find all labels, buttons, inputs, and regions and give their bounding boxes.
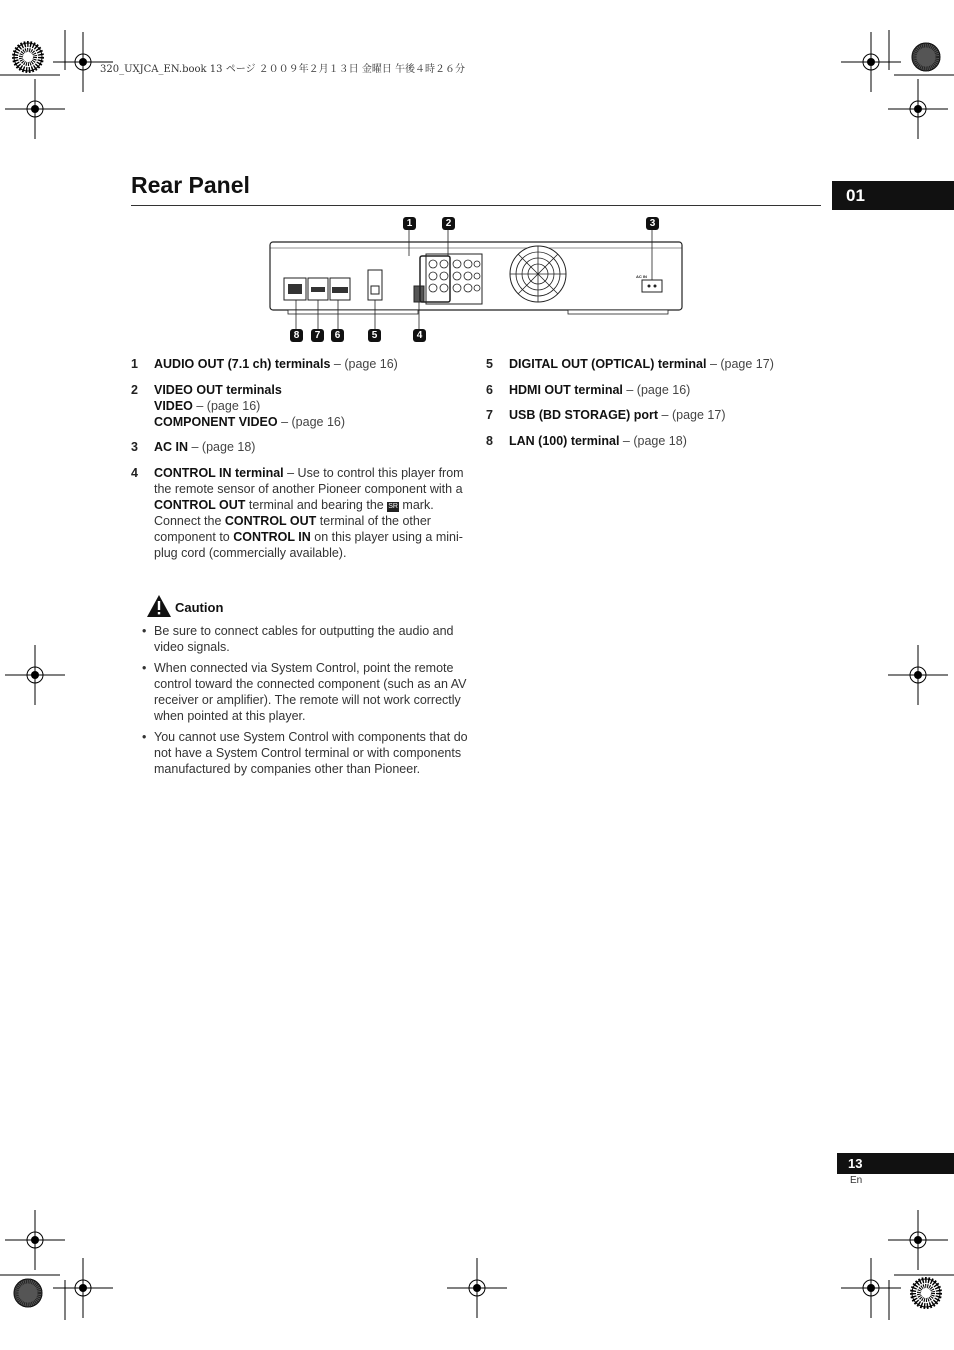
rear-panel-illustration bbox=[268, 216, 688, 344]
item-audio-out: 1 AUDIO OUT (7.1 ch) terminals – (page 16) bbox=[131, 357, 398, 371]
item-usb-port: 7 USB (BD STORAGE) port – (page 17) bbox=[486, 408, 726, 422]
callout-1: 1 bbox=[403, 217, 416, 230]
callout-2: 2 bbox=[442, 217, 455, 230]
caution-bullet: • You cannot use System Control with components that do not have a System Control terminal or with components manufactured by companies other than Pioneer. bbox=[142, 730, 468, 776]
item-control-in: 4 CONTROL IN terminal – Use to control this player from the remote sensor of another Pioneer component with a CONTROL OUT terminal and bearing the SR mark. Connect the CONTROL OUT terminal of the other component to CONTROL IN on this player using a mini-plug cord (commercially available). bbox=[131, 466, 464, 560]
item-video-out: 2 VIDEO OUT terminals VIDEO – (page 16) COMPONENT VIDEO – (page 16) bbox=[131, 383, 346, 429]
callout-6: 6 bbox=[331, 329, 344, 342]
callout-4: 4 bbox=[413, 329, 426, 342]
caution-label: Caution bbox=[175, 600, 224, 615]
callout-3: 3 bbox=[646, 217, 659, 230]
sr-icon: SR bbox=[388, 503, 398, 510]
item-lan-terminal: 8 LAN (100) terminal – (page 18) bbox=[486, 434, 687, 448]
page-title: Rear Panel bbox=[131, 172, 250, 198]
callout-8: 8 bbox=[290, 329, 303, 342]
print-header: 320_UXJCA_EN.book 13 ページ ２００９年２月１３日 金曜日 午後４時２６分 bbox=[100, 64, 466, 75]
caution-bullet: • Be sure to connect cables for outputting the audio and video signals. bbox=[142, 624, 454, 654]
callout-5: 5 bbox=[368, 329, 381, 342]
caution-icon bbox=[146, 594, 172, 618]
item-digital-out: 5 DIGITAL OUT (OPTICAL) terminal – (page 17) bbox=[486, 357, 774, 371]
language-label: En bbox=[850, 1175, 863, 1186]
chapter-tab: 01 bbox=[832, 181, 954, 210]
rear-panel-diagram bbox=[268, 216, 688, 344]
ac-in-label: AC IN bbox=[636, 274, 647, 279]
item-hdmi-out: 6 HDMI OUT terminal – (page 16) bbox=[486, 383, 691, 397]
item-ac-in: 3 AC IN – (page 18) bbox=[131, 440, 256, 454]
callout-7: 7 bbox=[311, 329, 324, 342]
title-rule bbox=[131, 205, 821, 206]
caution-bullet: • When connected via System Control, point the remote control toward the connected component (such as an AV receiver or amplifier). The remote will not work correctly when pointed at this player. bbox=[142, 661, 467, 723]
page-number: 13 bbox=[837, 1153, 954, 1174]
